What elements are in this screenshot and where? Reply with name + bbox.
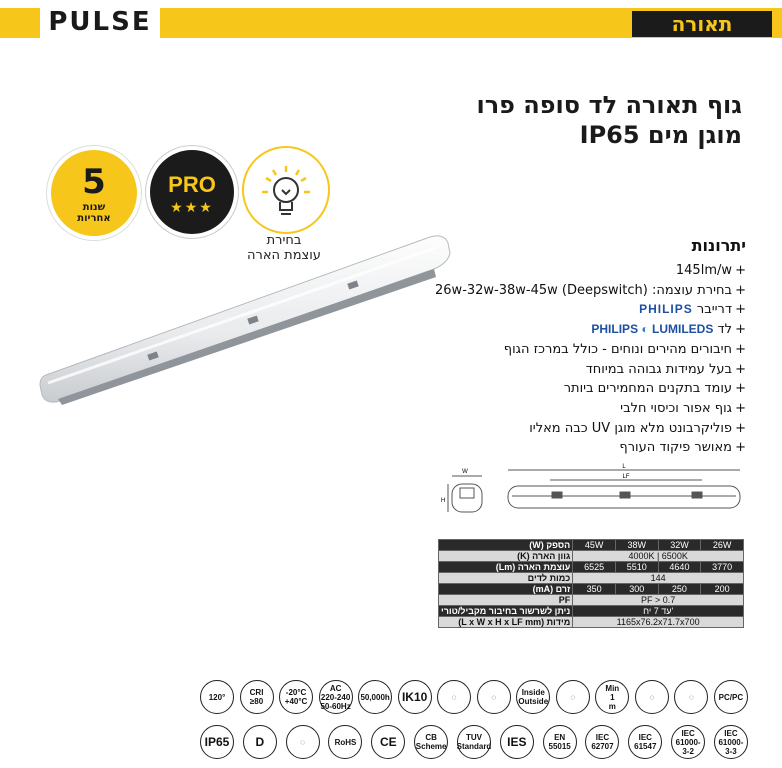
feature-icon: CRI ≥80 xyxy=(240,680,274,714)
spec-label: מידות (L x W x H x LF mm) xyxy=(439,617,573,628)
spec-value: 26W xyxy=(701,540,744,551)
spec-value: PF > 0.7 xyxy=(573,595,744,606)
feature-icon: ◌ xyxy=(477,680,511,714)
spec-value: 250 xyxy=(658,584,701,595)
certification-icon: IP65 xyxy=(200,725,234,759)
spec-label: PF xyxy=(439,595,573,606)
spec-value: 350 xyxy=(573,584,616,595)
features-list xyxy=(356,261,746,458)
spec-label: גוון הארה (K) xyxy=(439,551,573,562)
certification-icon: ◌ xyxy=(286,725,320,759)
list-item: +מאושר פיקוד העורף xyxy=(619,440,746,456)
spec-value: 3770 xyxy=(701,562,744,573)
dim-w-label: W xyxy=(462,469,468,475)
feature-icon: ◌ xyxy=(556,680,590,714)
certification-icon: EN 55015 xyxy=(543,725,577,759)
list-item: +לד PHILIPS ◐ LUMILEDS xyxy=(591,322,746,338)
list-item: +פוליקרבונט מלא מוגן UV כבה מאליו xyxy=(529,420,746,436)
spec-value: עד 7 יח' xyxy=(573,606,744,617)
brand-logo: PULSE xyxy=(48,7,152,37)
lumileds-mark-icon: ◐ xyxy=(641,322,649,337)
spec-value: 32W xyxy=(658,540,701,551)
certification-icon: IEC 61547 xyxy=(628,725,662,759)
spec-value: 4640 xyxy=(658,562,701,573)
table-row xyxy=(439,540,744,551)
spec-value: 144 xyxy=(573,573,744,584)
dimming-switch-badge xyxy=(242,146,330,234)
list-item: +חיבורים מהירים ונוחים - כולל במרכז הגוף xyxy=(503,341,746,357)
certification-icons-row xyxy=(200,725,748,759)
feature-icons-row xyxy=(200,680,748,714)
certification-icon: IEC 62707 xyxy=(585,725,619,759)
spec-value: 5510 xyxy=(615,562,658,573)
feature-icon: Min 1 m xyxy=(595,680,629,714)
dim-lf-label: LF xyxy=(622,474,630,480)
dim-l-label: L xyxy=(622,464,626,470)
feature-icon: AC 220-240 50-60Hz xyxy=(319,680,353,714)
feature-icon: PC/PC xyxy=(714,680,748,714)
spec-table xyxy=(438,539,744,628)
feature-icon: ◌ xyxy=(635,680,669,714)
feature-icon: 120° xyxy=(200,680,234,714)
spec-value: 1165x76.2x71.7x700 xyxy=(573,617,744,628)
certification-icon: CE xyxy=(371,725,405,759)
spec-label: ניתן לשרשור בחיבור מקביל/טורי xyxy=(439,606,573,617)
category-label: תאורה xyxy=(632,11,772,37)
spec-label: הספק (W) xyxy=(439,540,573,551)
features-section xyxy=(356,236,746,458)
product-title xyxy=(322,90,742,150)
table-row xyxy=(439,562,744,573)
list-item: +גוף אפור וכיסוי חלבי xyxy=(620,400,746,416)
lightbulb-icon xyxy=(244,148,328,232)
table-row xyxy=(439,551,744,562)
certification-icon: RoHS xyxy=(328,725,362,759)
certification-icon: TUV Standard xyxy=(457,725,491,759)
pro-label: PRO xyxy=(168,172,216,197)
title-line-2: מוגן מים IP65 xyxy=(579,121,742,149)
spec-value: 6525 xyxy=(573,562,616,573)
certification-icon: D xyxy=(243,725,277,759)
philips-logo: PHILIPS xyxy=(639,302,693,317)
feature-icon: IK10 xyxy=(398,680,432,714)
table-row xyxy=(439,573,744,584)
list-item: +בחירת עוצמה: 26w-32w-38w-45w (Deepswitch) xyxy=(435,282,746,298)
dim-h-label: H xyxy=(441,498,446,504)
lumileds-logo: PHILIPS ◐ LUMILEDS xyxy=(591,322,714,337)
spec-value: 4000K | 6500K xyxy=(573,551,744,562)
feature-icon: ◌ xyxy=(674,680,708,714)
feature-icon: Inside Outside xyxy=(516,680,550,714)
list-item: +דרייבר PHILIPS xyxy=(639,302,746,318)
certification-icon: CB Scheme xyxy=(414,725,448,759)
spec-label: עוצמת הארה (Lm) xyxy=(439,562,573,573)
certification-icon: IEC 61000-3-3 xyxy=(714,725,748,759)
logo-container xyxy=(40,0,160,44)
pro-stars: ★★★ xyxy=(170,200,214,216)
table-row xyxy=(439,584,744,595)
list-item: +בעל עמידות גבוהה במיוחד xyxy=(585,361,746,377)
certification-icon: IEC 61000-3-2 xyxy=(671,725,705,759)
list-item: +145lm/w xyxy=(675,263,746,278)
warranty-text: שנות אחריות xyxy=(77,202,111,224)
table-row xyxy=(439,617,744,628)
warranty-years: 5 xyxy=(82,162,106,202)
spec-label: זרם (mA) xyxy=(439,584,573,595)
dimension-drawing xyxy=(432,462,752,532)
spec-value: 38W xyxy=(615,540,658,551)
title-line-1: גוף תאורה לד סופה פרו xyxy=(476,91,742,119)
switch-label: בחירת עוצמת הארה xyxy=(247,233,321,263)
list-item: +עומד בתקנים המחמירים ביותר xyxy=(563,381,746,397)
certification-icon: IES xyxy=(500,725,534,759)
feature-icon: 50,000h xyxy=(358,680,392,714)
spec-value: 200 xyxy=(701,584,744,595)
spec-value: 45W xyxy=(573,540,616,551)
features-heading: יתרונות xyxy=(691,236,746,255)
table-row xyxy=(439,595,744,606)
table-row xyxy=(439,606,744,617)
spec-value: 300 xyxy=(615,584,658,595)
feature-icon: ◌ xyxy=(437,680,471,714)
feature-icon: -20°C +40°C xyxy=(279,680,313,714)
spec-label: כמות לדים xyxy=(439,573,573,584)
